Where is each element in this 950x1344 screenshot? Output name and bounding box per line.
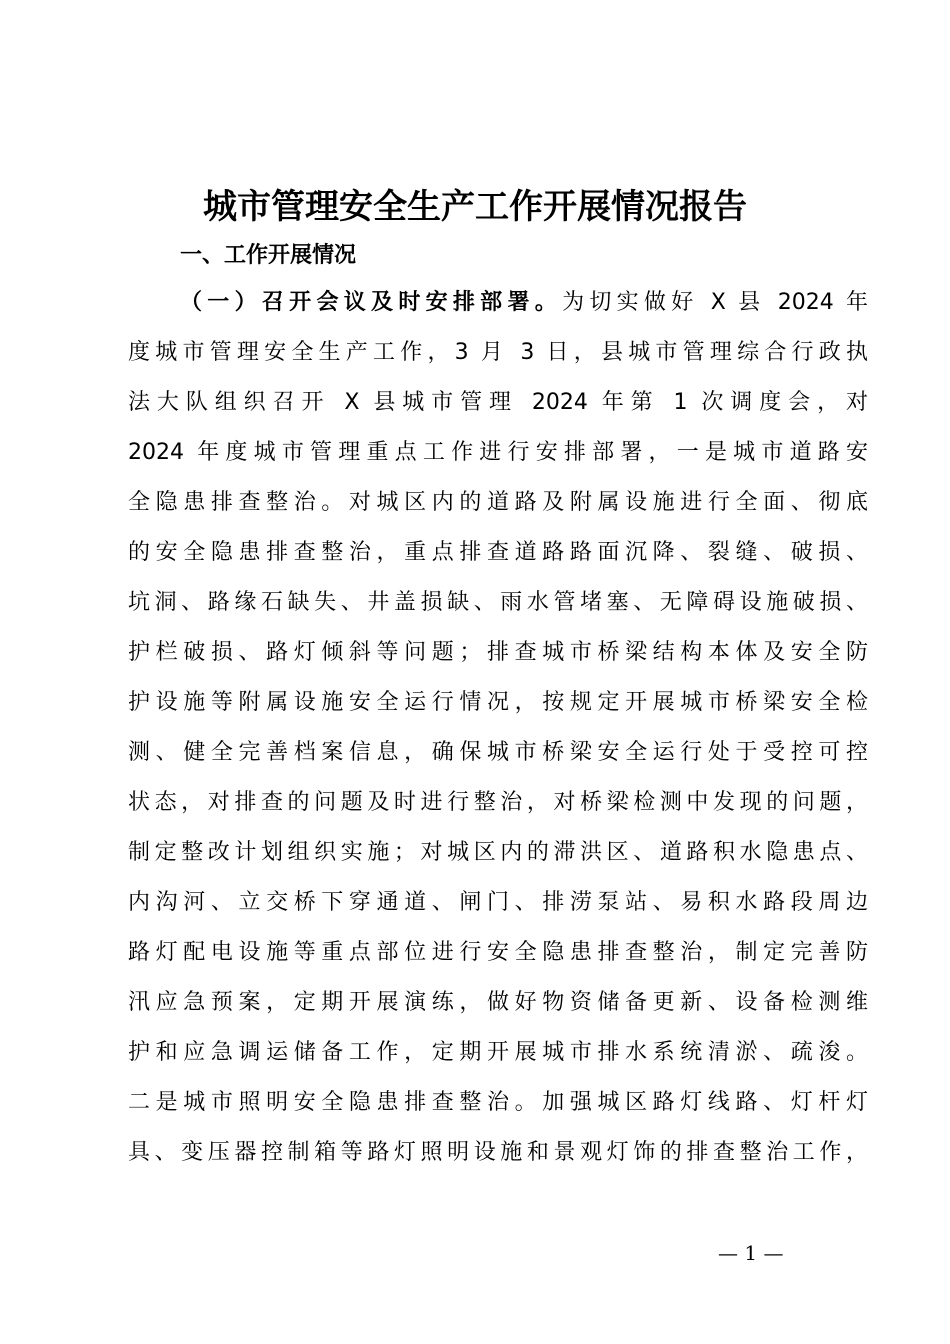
text-line: 状态，对排查的问题及时进行整治，对桥梁检测中发现的问题， bbox=[128, 790, 868, 815]
paragraph-lead: （一）召开会议及时安排部署。 bbox=[180, 290, 563, 315]
text-line: 路灯配电设施等重点部位进行安全隐患排查整治，制定完善防 bbox=[128, 940, 868, 965]
paragraph-body bbox=[128, 278, 868, 1178]
text-line: 坑洞、路缘石缺失、井盖损缺、雨水管堵塞、无障碍设施破损、 bbox=[128, 590, 868, 615]
text-line: 的安全隐患排查整治，重点排查道路路面沉降、裂缝、破损、 bbox=[128, 540, 868, 565]
text-line: 2024 年度城市管理重点工作进行安排部署，一是城市道路安 bbox=[128, 440, 868, 465]
text-line: 二是城市照明安全隐患排查整治。加强城区路灯线路、灯杆灯 bbox=[128, 1090, 868, 1115]
text-line: 测、健全完善档案信息，确保城市桥梁安全运行处于受控可控 bbox=[128, 740, 868, 765]
text-line bbox=[128, 278, 868, 328]
text-line: 内沟河、立交桥下穿通道、闸门、排涝泵站、易积水路段周边 bbox=[128, 890, 868, 915]
text-line-content: 为切实做好 X 县 2024 年 bbox=[562, 290, 868, 315]
text-line: 护栏破损、路灯倾斜等问题；排查城市桥梁结构本体及安全防 bbox=[128, 640, 868, 665]
text-line: 制定整改计划组织实施；对城区内的滞洪区、道路积水隐患点、 bbox=[128, 840, 868, 865]
section-heading: 一、工作开展情况 bbox=[180, 243, 357, 268]
text-line: 汛应急预案，定期开展演练，做好物资储备更新、设备检测维 bbox=[128, 990, 868, 1015]
text-line: 法大队组织召开 X 县城市管理 2024 年第 1 次调度会，对 bbox=[128, 390, 868, 415]
text-line: 度城市管理安全生产工作，3 月 3 日，县城市管理综合行政执 bbox=[128, 340, 868, 365]
text-line: 护设施等附属设施安全运行情况，按规定开展城市桥梁安全检 bbox=[128, 690, 868, 715]
text-line: 全隐患排查整治。对城区内的道路及附属设施进行全面、彻底 bbox=[128, 490, 868, 515]
text-line: 护和应急调运储备工作，定期开展城市排水系统清淤、疏浚。 bbox=[128, 1040, 868, 1065]
document-title: 城市管理安全生产工作开展情况报告 bbox=[203, 187, 747, 227]
page-number: — 1 — bbox=[718, 1241, 784, 1265]
text-line: 具、变压器控制箱等路灯照明设施和景观灯饰的排查整治工作， bbox=[128, 1140, 868, 1165]
